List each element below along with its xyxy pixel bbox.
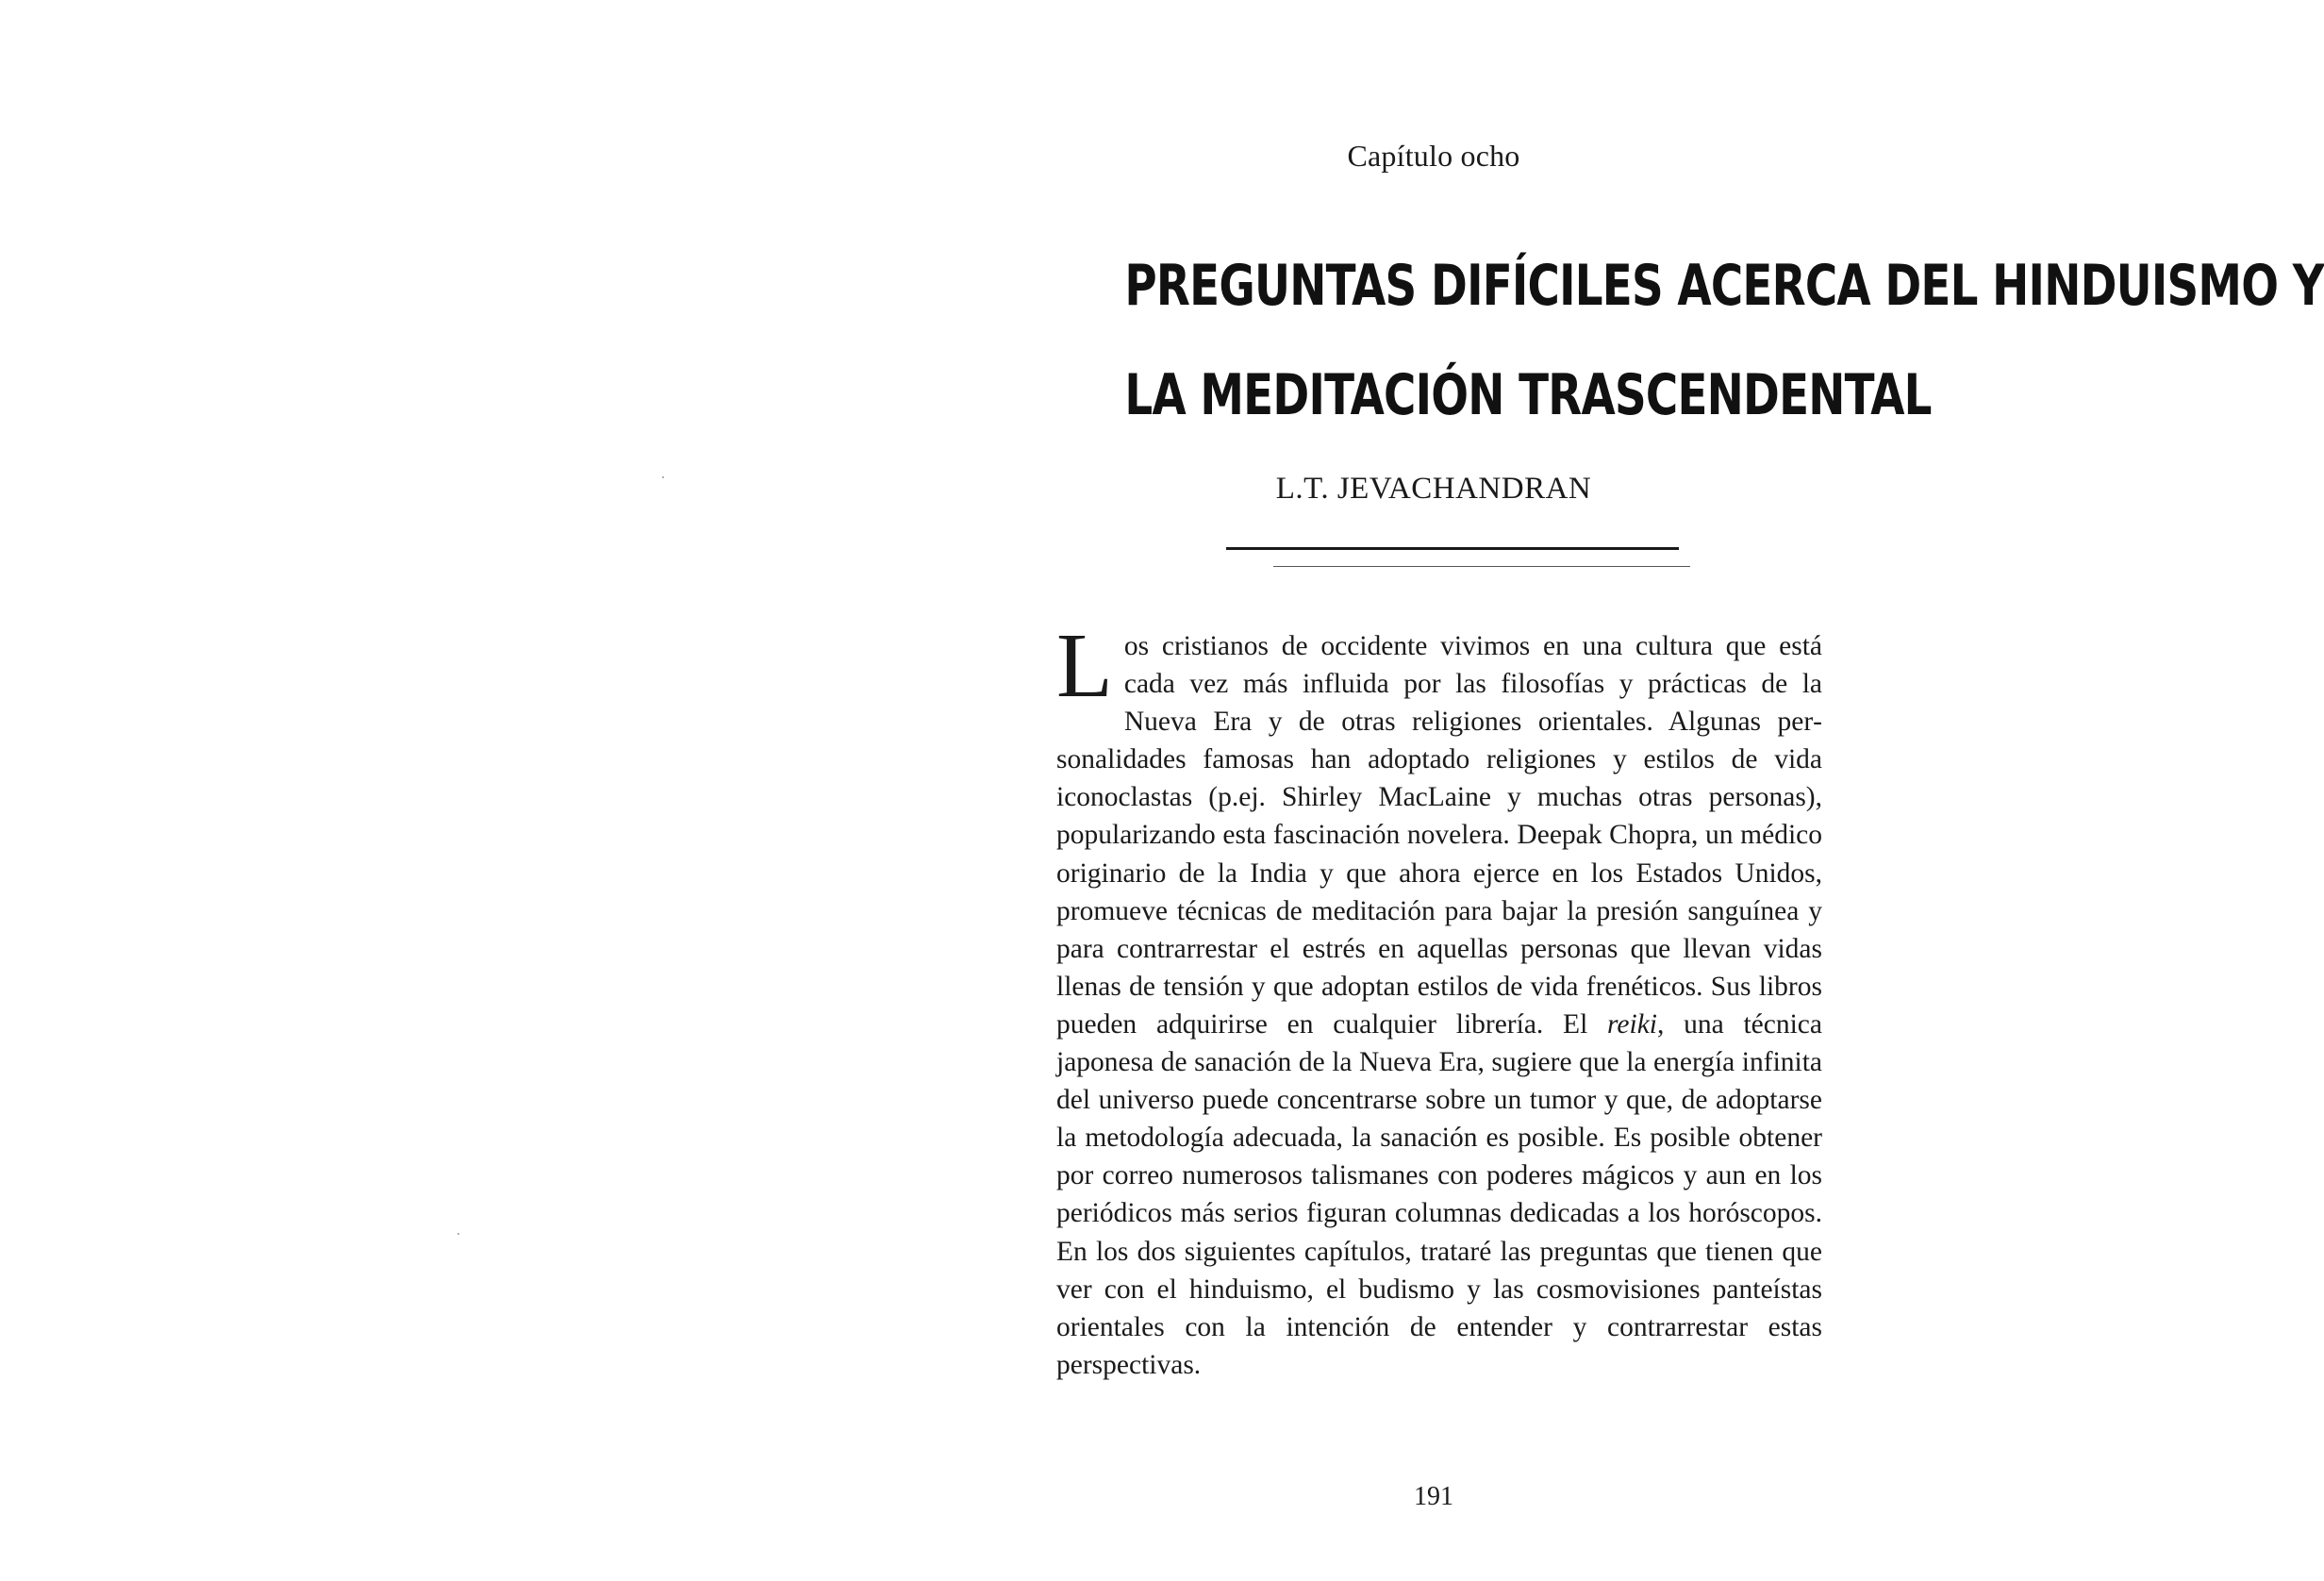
right-page	[1038, 0, 2324, 1581]
page-number: 191	[1414, 1482, 1453, 1511]
author-name: L.T. JEVACHANDRAN	[1275, 472, 1592, 506]
body-text-part-2: , una técnica japonesa de sanación de la Nueva Era, sugiere que la energía infinita del universo puede concentrarse sobre un tumor y que, de adoptarse la metodología adecuada, la sanación es posible. Es posible obtener por correo numerosos talismanes con poderes mágicos y aun en los periódicos más serios figuran columnas dedicadas a los horóscopos. En los dos siguientes capítulos, trataré las preguntas que tienen que ver con el hinduismo, el budismo y las cosmovisiones panteístas orientales con la intención de entender y contrarrestar estas perspectivas.	[1056, 1008, 1822, 1380]
chapter-title-line-2: LA MEDITACIÓN TRASCENDENTAL	[1124, 362, 1932, 428]
scan-speck	[457, 1233, 459, 1235]
body-text-part-1: os cristianos de occidente vivimos en una cultura que está cada vez más influida por las filosofías y prácticas de la Nueva Era y de otras religiones orientales. Algunas personalidades famosas han adoptado religiones y estilos de vida iconoclastas (p.ej. Shirley MacLaine y muchas otras personas), popularizando esta fascinación novelera. Deepak Chopra, un médico originario de la India y que ahora ejerce en los Estados Unidos, promueve técnicas de meditación para bajar la presión sanguínea y para contrarrestar el estrés en aquellas personas que llevan vidas llenas de tensión y que adoptan estilos de vida frenéticos. Sus libros pueden adquirirse en cualquier librería. El	[1056, 631, 1822, 1040]
divider-rule-thick	[1226, 547, 1679, 550]
drop-cap: L	[1056, 615, 1113, 717]
chapter-label: Capítulo ocho	[1347, 139, 1520, 173]
chapter-title	[1124, 231, 2324, 450]
scan-speck	[662, 476, 664, 478]
body-paragraph	[1056, 615, 1822, 1384]
chapter-title-line-1: PREGUNTAS DIFÍCILES ACERCA DEL HINDUISMO Y	[1124, 253, 2324, 319]
divider-rule-thin	[1273, 566, 1690, 567]
italic-term: reiki	[1607, 1008, 1657, 1040]
left-page-blank	[0, 0, 966, 1581]
